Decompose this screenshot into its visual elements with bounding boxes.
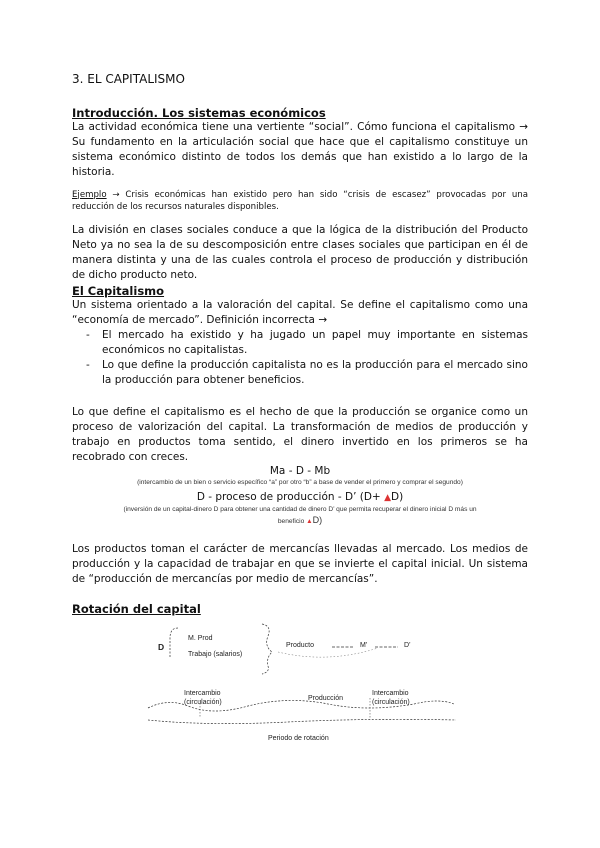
formula-simple-exchange-note: (intercambio de un bien o servicio específico “a” por otro “b” a base de vender el primero y comprar el segundo): [137, 479, 463, 486]
diagram-periodo-label: Periodo de rotación: [268, 735, 329, 742]
rotacion-heading: Rotación del capital: [72, 602, 201, 616]
diagram-d-prime-label: D’: [404, 642, 411, 649]
intro-paragraph-2-block: [72, 223, 528, 283]
intro-paragraph-1: La actividad económica tiene una vertiente “social”. Cómo funciona el capitalismo → Su fundamento en la articulación social que hace que el capitalismo constituye un sistema económico distinto de todos los demás que han existido a lo largo de la historia.: [72, 121, 528, 178]
delta-triangle-small-icon: ▲: [306, 518, 313, 525]
rotacion-section: [72, 602, 528, 616]
capitalismo-paragraph-2-block: [72, 405, 528, 465]
section-title: 3. EL CAPITALISMO: [72, 72, 185, 86]
intro-section: [72, 106, 528, 180]
intro-paragraph-2: La división en clases sociales conduce a que la lógica de la distribución del Producto Neto ya no sea la de su descomposición entre clases sociales que participan en él de manera distinta y una de las cuales controla el proceso de producción y distribución de dicho producto neto.: [72, 224, 528, 281]
diagram-intercambio-right-label: Intercambio: [372, 690, 409, 697]
diagram-circulacion-right-label: (circulación): [372, 699, 410, 706]
formula-capital-cycle: [72, 490, 528, 505]
product-curve: [278, 648, 378, 657]
formula-capital-note-end: [72, 515, 528, 527]
formula-capital-prefix: D - proceso de producción - D’ (D+: [196, 491, 385, 503]
formula-block: [72, 464, 528, 527]
formula-note-end-prefix: beneficio: [277, 518, 307, 525]
formula-capital-suffix: D): [390, 491, 404, 503]
example-text: → Crisis económicas han existido pero han sido “crisis de escasez” provocadas por una reducción de los recursos naturales disponibles.: [72, 189, 528, 212]
capitalismo-paragraph-1: Un sistema orientado a la valoración del capital. Se define el capitalismo como una “economía de mercado”. Definición incorrecta →: [72, 299, 528, 326]
capitalismo-heading: El Capitalismo: [72, 284, 165, 298]
capitalismo-paragraph-3-block: [72, 542, 528, 587]
capitalismo-bullet-list: [72, 328, 528, 388]
diagram-d-label: D: [158, 642, 165, 652]
diagram-trabajo-label: Trabajo (salarios): [188, 651, 243, 658]
list-item: - El mercado ha existido y ha jugado un papel muy importante en sistemas económicos no capitalistas.: [72, 328, 528, 358]
capitalismo-section: [72, 284, 528, 388]
capitalismo-paragraph-3: Los productos toman el carácter de mercancías llevadas al mercado. Los medios de producción y la capacidad de trabajar en que se invierte el capital inicial. Un sistema de “producción de mercancías por medio de mercancías”.: [72, 543, 528, 585]
example-paragraph: [72, 189, 528, 213]
diagram-m-prime-label: M’: [360, 642, 368, 649]
formula-capital-note: (inversión de un capital-dinero D para obtener una cantidad de dinero D’ que permita recuperar el dinero inicial D más un: [123, 506, 477, 513]
formula-note-end-suffix: D): [312, 515, 323, 525]
intro-heading: Introducción. Los sistemas económicos: [72, 106, 326, 120]
right-brace: [262, 624, 272, 674]
diagram-produccion-label: Producción: [308, 695, 344, 702]
diagram-circulacion-left-label: (circulación): [184, 699, 222, 706]
rotation-diagram: [140, 620, 460, 745]
diagram-intercambio-left-label: Intercambio: [184, 690, 221, 697]
formula-simple-exchange: Ma - D - Mb: [269, 465, 331, 477]
lower-wave: [148, 719, 456, 723]
diagram-producto-label: Producto: [286, 642, 315, 649]
example-note: [72, 180, 528, 221]
capitalismo-paragraph-2: Lo que define el capitalismo es el hecho de que la producción se organice como un proceso de valorización del capital. La transformación de medios de producción y trabajo en productos toma sentido, el dinero invertido en los primeros se ha recobrado con creces.: [72, 406, 528, 463]
delta-triangle-icon: ▲: [384, 493, 391, 503]
diagram-mprod-label: M. Prod: [188, 635, 213, 642]
example-label: Ejemplo: [72, 189, 107, 200]
left-brace: [170, 628, 178, 658]
list-item: - Lo que define la producción capitalista no es la producción para el mercado sino la producción para obtener beneficios.: [72, 358, 528, 388]
